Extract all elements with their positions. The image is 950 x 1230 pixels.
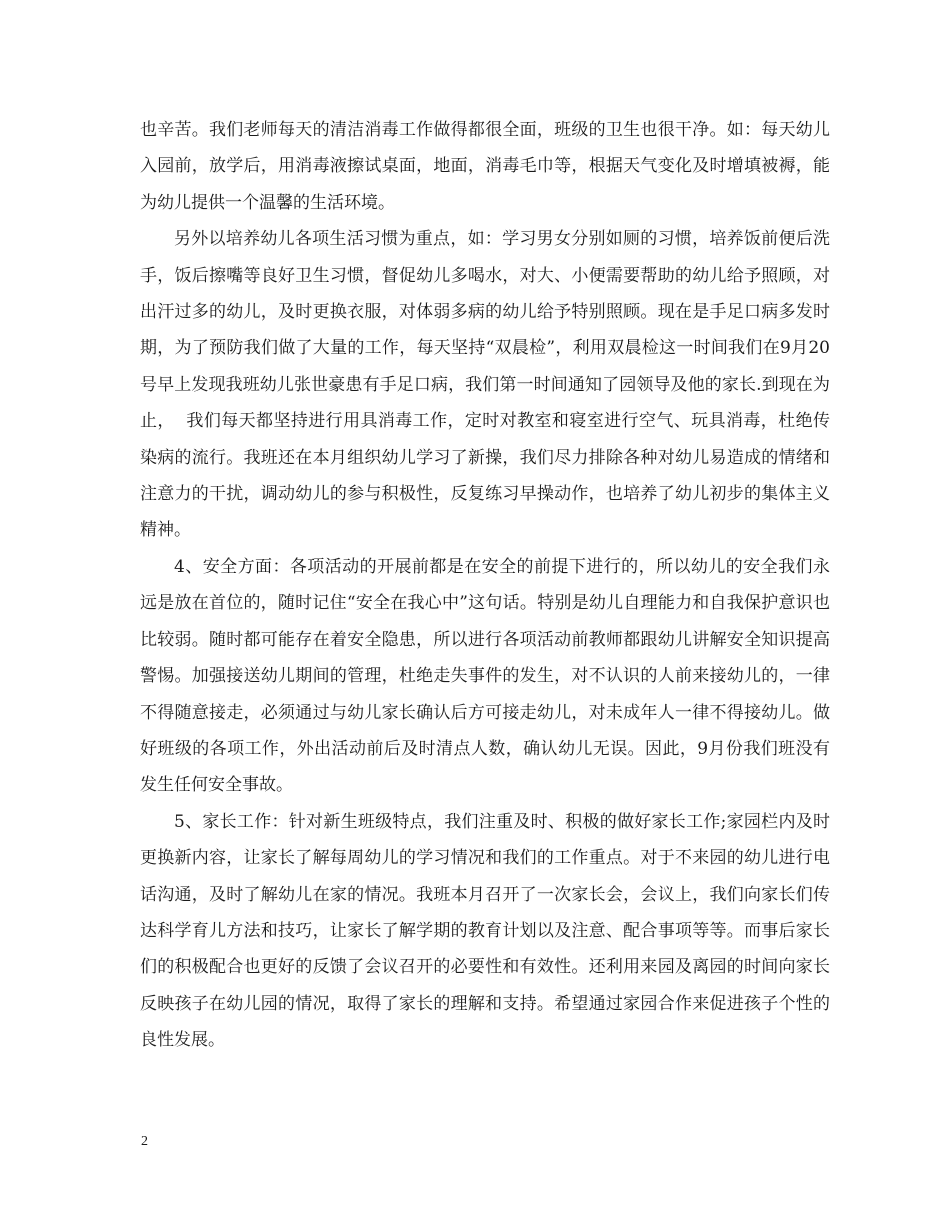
paragraph-living-habits: 另外以培养幼儿各项生活习惯为重点，如：学习男女分别如厕的习惯，培养饭前便后洗手，饭后擦嘴等良好卫生习惯，督促幼儿多喝水，对大、小便需要帮助的幼儿给予照顾，对出汗过多的幼儿，及时更换衣服，对体弱多病的幼儿给予特别照顾。现在是手足口病多发时期，为了预防我们做了大量的工作，每天坚持“双晨检”，利用双晨检这一时间我们在9月20号早上发现我班幼儿张世豪患有手足口病，我们第一时间通知了园领导及他的家长.到现在为止， 我们每天都坚持进行用具消毒工作，定时对教室和寝室进行空气、玩具消毒，杜绝传染病的流行。我班还在本月组织幼儿学习了新操，我们尽力排除各种对幼儿易造成的情绪和注意力的干扰，调动幼儿的参与积极性，反复练习早操动作，也培养了幼儿初步的集体主义精神。 <box>140 229 830 541</box>
paragraph-hygiene-continued: 也辛苦。我们老师每天的清洁消毒工作做得都很全面，班级的卫生也很干净。如：每天幼儿入园前，放学后，用消毒液擦试桌面，地面，消毒毛巾等，根据天气变化及时增填被褥，能为幼儿提供一个温馨的生活环境。 <box>140 120 830 213</box>
paragraph-parent-work: 5、家长工作：针对新生班级特点，我们注重及时、积极的做好家长工作;家园栏内及时更换新内容，让家长了解每周幼儿的学习情况和我们的工作重点。对于不来园的幼儿进行电话沟通，及时了解幼儿在家的情况。我班本月召开了一次家长会，会议上，我们向家长们传达科学育儿方法和技巧，让家长了解学期的教育计划以及注意、配合事项等等。而事后家长们的积极配合也更好的反馈了会议召开的必要性和有效性。还利用来园及离园的时间向家长反映孩子在幼儿园的情况，取得了家长的理解和支持。希望通过家园合作来促进孩子个性的良性发展。 <box>140 811 830 1051</box>
paragraph-safety: 4、安全方面：各项活动的开展前都是在安全的前提下进行的，所以幼儿的安全我们永远是放在首位的，随时记住“安全在我心中”这句话。特别是幼儿自理能力和自我保护意识也比较弱。随时都可能存在着安全隐患，所以进行各项活动前教师都跟幼儿讲解安全知识提高警惕。加强接送幼儿期间的管理，杜绝走失事件的发生，对不认识的人前来接幼儿的，一律不得随意接走，必须通过与幼儿家长确认后方可接走幼儿，对未成年人一律不得接幼儿。做好班级的各项工作，外出活动前后及时清点人数，确认幼儿无误。因此，9月份我们班没有发生任何安全事故。 <box>140 556 830 796</box>
page-number: 2 <box>141 1134 148 1149</box>
body-text <box>140 112 830 1059</box>
